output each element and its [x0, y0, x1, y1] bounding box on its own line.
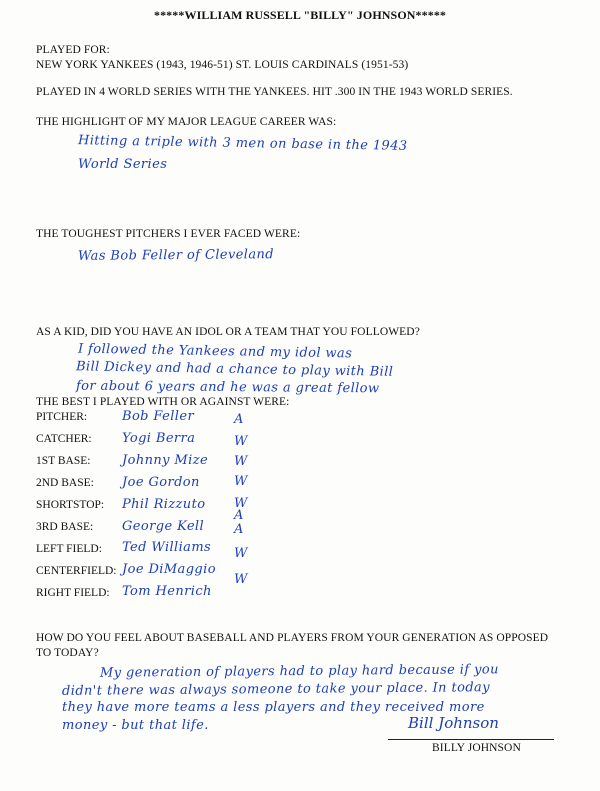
pos-name: Johnny Mize: [122, 453, 209, 468]
pos-label: 1ST BASE:: [36, 455, 91, 467]
pos-name: Tom Henrich: [122, 584, 212, 599]
idol-question: AS A KID, DID YOU HAVE AN IDOL OR A TEAM THAT YOU FOLLOWED?: [36, 326, 420, 338]
best-question: THE BEST I PLAYED WITH OR AGAINST WERE:: [36, 396, 290, 408]
pos-flag: A: [234, 522, 244, 537]
pos-name: Ted Williams: [122, 540, 212, 555]
pos-label: 3RD BASE:: [36, 521, 94, 533]
pos-name: Phil Rizzuto: [122, 497, 206, 512]
pos-flag: W: [234, 572, 248, 587]
pos-name: Joe Gordon: [122, 475, 200, 490]
pos-flag: W: [234, 496, 248, 511]
pos-label: SHORTSTOP:: [36, 499, 105, 511]
pitchers-answer-line: Was Bob Feller of Cleveland: [77, 247, 275, 264]
pos-label: CATCHER:: [36, 433, 92, 445]
generation-question-line: HOW DO YOU FEEL ABOUT BASEBALL AND PLAYERS FROM YOUR GENERATION AS OPPOSED: [36, 632, 549, 644]
pos-name: Bob Feller: [122, 409, 195, 424]
pos-name: Yogi Berra: [122, 431, 196, 446]
highlight-answer-line: Hitting a triple with 3 men on base in the 1943: [77, 133, 408, 154]
pos-label: CENTERFIELD:: [36, 565, 117, 577]
world-series-note: PLAYED IN 4 WORLD SERIES WITH THE YANKEES. HIT .300 IN THE 1943 WORLD SERIES.: [36, 86, 513, 98]
idol-answer-line: Bill Dickey and had a chance to play with Bill: [75, 359, 394, 380]
pos-name: George Kell: [122, 519, 205, 534]
idol-answer-line: I followed the Yankees and my idol was: [77, 341, 353, 362]
pos-label: LEFT FIELD:: [36, 543, 102, 555]
pos-label: 2ND BASE:: [36, 477, 94, 489]
played-for-label: PLAYED FOR:: [36, 44, 110, 56]
page-title: *****WILLIAM RUSSELL "BILLY" JOHNSON*****: [153, 8, 447, 22]
idol-answer-line: for about 6 years and he was a great fellow: [75, 378, 380, 397]
pos-flag: A: [234, 412, 244, 427]
generation-answer-line: money - but that life.: [62, 718, 209, 733]
pos-flag: W: [234, 546, 248, 561]
generation-answer-line: didn't there was always someone to take your place. In today: [61, 680, 490, 699]
pos-flag: W: [234, 474, 248, 489]
signature-line: [388, 739, 554, 740]
generation-answer-line: My generation of players had to play hard because if you: [99, 662, 499, 681]
highlight-answer-line: World Series: [78, 157, 168, 172]
pitchers-question: THE TOUGHEST PITCHERS I EVER FACED WERE:: [36, 228, 301, 240]
pos-flag: W: [234, 454, 248, 469]
printed-name: BILLY JOHNSON: [432, 742, 521, 754]
played-for-teams: NEW YORK YANKEES (1943, 1946-51) ST. LOUIS CARDINALS (1951-53): [36, 59, 409, 71]
generation-answer-line: they have more teams a less players and they received more: [62, 700, 485, 715]
pos-name: Joe DiMaggio: [122, 562, 216, 577]
pos-flag: A: [234, 508, 244, 523]
signature: Bill Johnson: [408, 714, 499, 732]
pos-label: RIGHT FIELD:: [36, 587, 110, 599]
generation-question-line: TO TODAY?: [36, 647, 99, 659]
pos-label: PITCHER:: [36, 411, 88, 423]
highlight-question: THE HIGHLIGHT OF MY MAJOR LEAGUE CAREER WAS:: [36, 116, 337, 128]
pos-flag: W: [234, 434, 248, 449]
